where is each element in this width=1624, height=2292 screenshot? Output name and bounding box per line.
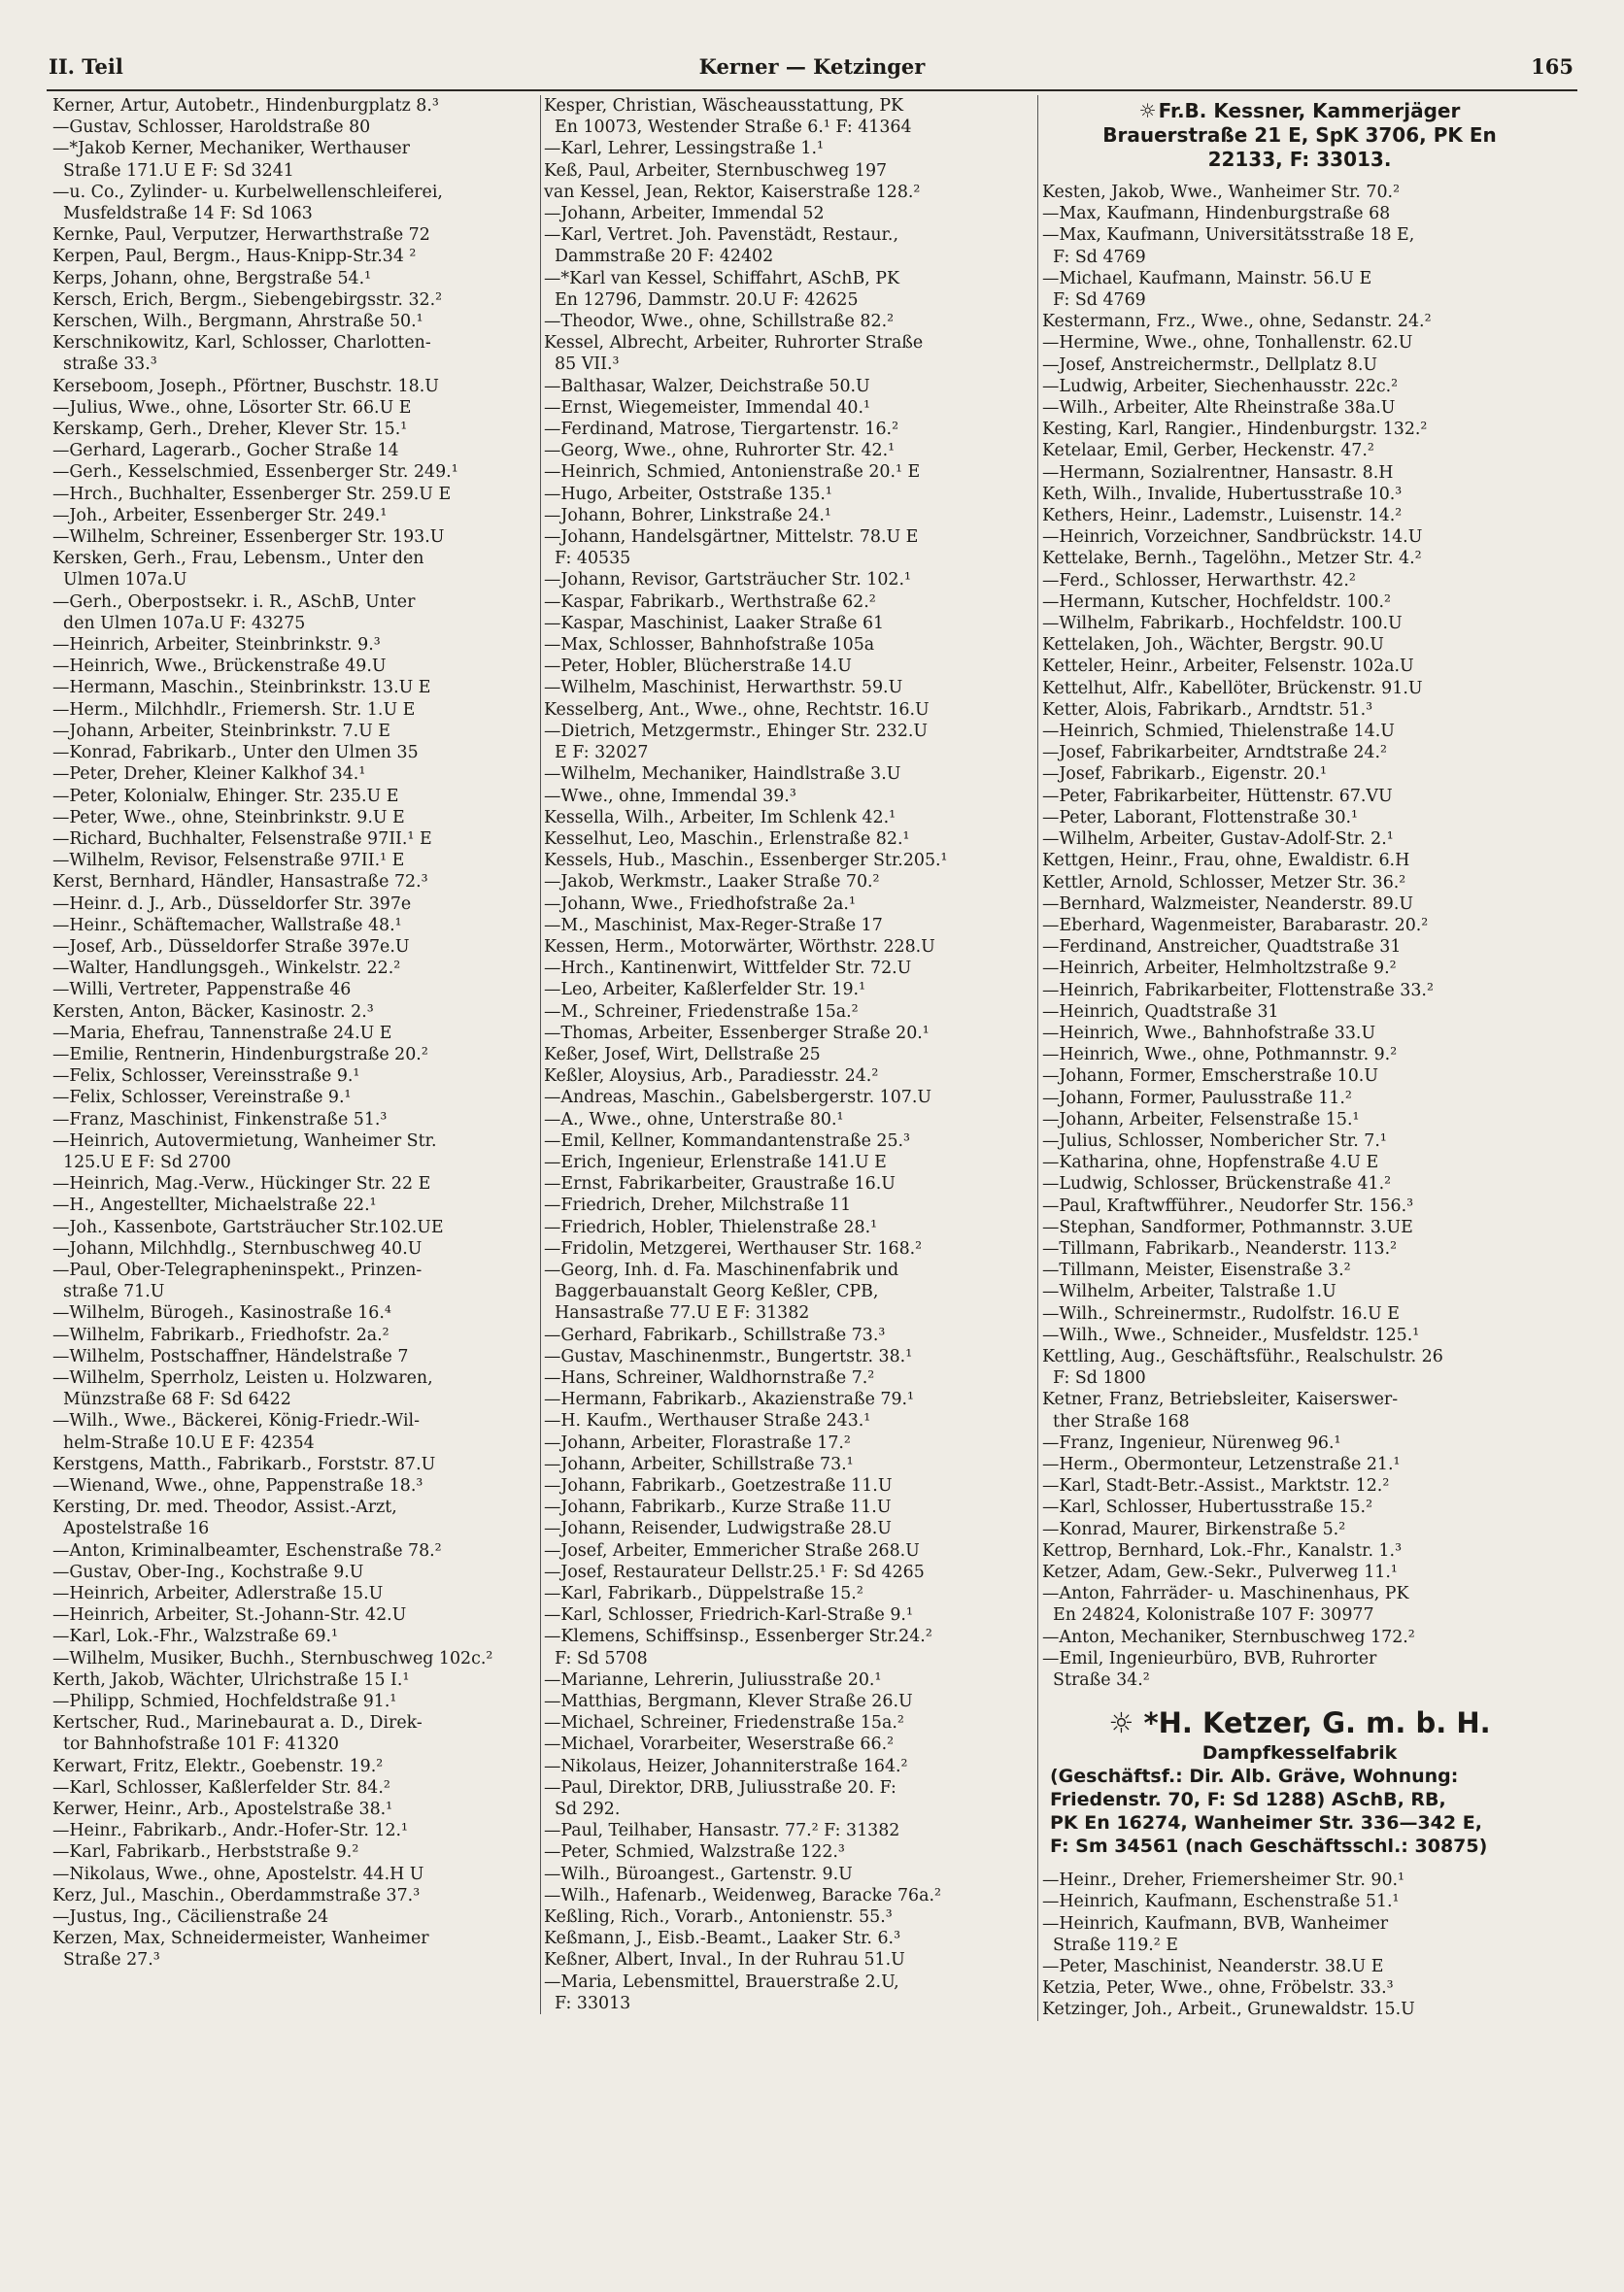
directory-entry: Kettgen, Heinr., Frau, ohne, Ewaldistr. 6.H xyxy=(1042,851,1410,871)
directory-entry: —Wilhelm, Postschaffner, Händelstraße 7 xyxy=(52,1346,409,1366)
directory-entry: Straße 27.³ xyxy=(52,1950,160,1971)
directory-entry: Kerwer, Heinr., Arb., Apostelstraße 38.¹ xyxy=(52,1800,393,1820)
directory-entry: —H., Angestellter, Michaelstraße 22.¹ xyxy=(52,1196,377,1216)
directory-entry: —Ferd., Schlosser, Herwarthstr. 42.² xyxy=(1042,570,1356,590)
directory-entry: —Michael, Kaufmann, Mainstr. 56.U E xyxy=(1042,268,1372,288)
directory-entry: —Johann, Arbeiter, Steinbrinkstr. 7.U E xyxy=(52,721,390,741)
directory-entry: —Karl, Lehrer, Lessingstraße 1.¹ xyxy=(544,139,824,159)
directory-entry: —Wilhelm, Fabrikarb., Friedhofstr. 2a.² xyxy=(52,1325,389,1345)
directory-entry: —Richard, Buchhalter, Felsenstraße 97II.¹ E xyxy=(52,828,432,849)
directory-entry: Kerps, Johann, ohne, Bergstraße 54.¹ xyxy=(52,268,372,288)
directory-entry: —Marianne, Lehrerin, Juliusstraße 20.¹ xyxy=(544,1669,882,1690)
directory-entry: —Emilie, Rentnerin, Hindenburgstraße 20.² xyxy=(52,1044,428,1064)
directory-entry: —Balthasar, Walzer, Deichstraße 50.U xyxy=(544,376,870,396)
directory-entry: Keßmann, J., Eisb.-Beamt., Laaker Str. 6.³ xyxy=(544,1929,901,1949)
directory-entry: —Heinrich, Vorzeichner, Sandbrückstr. 14.U xyxy=(1042,527,1423,548)
directory-entry: —Dietrich, Metzgermstr., Ehinger Str. 232.U xyxy=(544,721,929,741)
directory-entry: Hansastraße 77.U E F: 31382 xyxy=(544,1303,810,1324)
directory-entry: —Friedrich, Dreher, Milchstraße 11 xyxy=(544,1196,852,1216)
directory-entry: —Johann, Arbeiter, Felsenstraße 15.¹ xyxy=(1042,1109,1360,1129)
directory-entry: —Wilhelm, Bürogeh., Kasinostraße 16.⁴ xyxy=(52,1303,391,1324)
directory-entry: Kerst, Bernhard, Händler, Hansastraße 72.³ xyxy=(52,872,428,893)
directory-entry: Kerth, Jakob, Wächter, Ulrichstraße 15 I.¹ xyxy=(52,1669,410,1690)
directory-entry: Kersken, Gerh., Frau, Lebensm., Unter den xyxy=(52,549,424,569)
directory-entry: —Hermann, Sozialrentner, Hansastr. 8.H xyxy=(1042,462,1394,483)
directory-entry: Keßer, Josef, Wirt, Dellstraße 25 xyxy=(544,1044,821,1064)
directory-entry: —Wilh., Wwe., Schneider., Musfeldstr. 125.¹ xyxy=(1042,1325,1420,1345)
directory-entry: —Justus, Ing., Cäcilienstraße 24 xyxy=(52,1907,329,1928)
directory-entry: —Hugo, Arbeiter, Oststraße 135.¹ xyxy=(544,484,832,504)
ad-ketzer-line: PK En 16274, Wanheimer Str. 336—342 E, xyxy=(1050,1812,1482,1835)
directory-entry: —Klemens, Schiffsinsp., Essenberger Str.24.² xyxy=(544,1627,932,1647)
directory-entry: —Gerhard, Fabrikarb., Schillstraße 73.³ xyxy=(544,1325,886,1345)
directory-entry: —*Jakob Kerner, Mechaniker, Werthauser xyxy=(52,139,410,159)
directory-entry: —Herm., Milchhdlr., Friemersh. Str. 1.U E xyxy=(52,699,416,720)
directory-entry: —Johann, Arbeiter, Immendal 52 xyxy=(544,204,825,224)
directory-entry: Kertscher, Rud., Marinebaurat a. D., Direk- xyxy=(52,1713,423,1734)
directory-entry: —Thomas, Arbeiter, Essenberger Straße 20.¹ xyxy=(544,1023,930,1043)
directory-entry: —Peter, Wwe., ohne, Steinbrinkstr. 9.U E xyxy=(52,807,405,827)
directory-entry: F: Sd 4769 xyxy=(1042,290,1146,311)
directory-entry: —Peter, Laborant, Flottenstraße 30.¹ xyxy=(1042,807,1359,827)
directory-entry: Keß, Paul, Arbeiter, Sternbuschweg 197 xyxy=(544,160,888,181)
directory-entry: —Gerh., Oberpostsekr. i. R., ASchB, Unter xyxy=(52,591,416,612)
directory-entry: F: Sd 4769 xyxy=(1042,247,1146,267)
directory-entry: —A., Wwe., ohne, Unterstraße 80.¹ xyxy=(544,1109,844,1129)
directory-entry: tor Bahnhofstraße 101 F: 41320 xyxy=(52,1735,339,1755)
directory-entry: straße 33.³ xyxy=(52,354,157,375)
directory-entry: —Hrch., Buchhalter, Essenberger Str. 259.U E xyxy=(52,484,452,504)
directory-entry: —Karl, Fabrikarb., Düppelstraße 15.² xyxy=(544,1584,863,1604)
directory-entry: —Herm., Obermonteur, Letzenstraße 21.¹ xyxy=(1042,1454,1401,1474)
directory-entry: —Wilhelm, Musiker, Buchh., Sternbuschweg 102c.² xyxy=(52,1648,493,1668)
directory-entry: Ketzia, Peter, Wwe., ohne, Fröbelstr. 33.³ xyxy=(1042,1978,1394,1999)
directory-entry: —Hermann, Fabrikarb., Akazienstraße 79.¹ xyxy=(544,1390,915,1410)
directory-entry: —Anton, Fahrräder- u. Maschinenhaus, PK xyxy=(1042,1584,1409,1604)
directory-entry: Kernke, Paul, Verputzer, Herwarthstraße 72 xyxy=(52,225,430,246)
directory-entry: —Hermine, Wwe., ohne, Tonhallenstr. 62.U xyxy=(1042,333,1413,354)
directory-entry: —Max, Schlosser, Bahnhofstraße 105a xyxy=(544,635,875,656)
directory-entry: —Heinrich, Schmied, Antonienstraße 20.¹ E xyxy=(544,462,921,483)
ad-kessner-name: Fr.B. Kessner, Kammerjäger xyxy=(1158,99,1461,122)
directory-entry: —Julius, Wwe., ohne, Lösorter Str. 66.U E xyxy=(52,397,412,418)
directory-entry: —Wilhelm, Arbeiter, Gustav-Adolf-Str. 2.¹ xyxy=(1042,829,1394,850)
directory-entry: —M., Maschinist, Max-Reger-Straße 17 xyxy=(544,915,883,935)
directory-entry: —Wilhelm, Schreiner, Essenberger Str. 193.U xyxy=(52,527,445,548)
directory-entry: straße 71.U xyxy=(52,1282,165,1302)
directory-entry: F: Sd 5708 xyxy=(544,1648,648,1668)
directory-entry: —Josef, Fabrikarbeiter, Arndtstraße 24.² xyxy=(1042,743,1387,763)
directory-entry: —Nikolaus, Heizer, Johanniterstraße 164.² xyxy=(544,1756,908,1776)
directory-entry: —Walter, Handlungsgeh., Winkelstr. 22.² xyxy=(52,959,401,979)
directory-entry: Kesper, Christian, Wäscheausstattung, PK xyxy=(544,96,904,116)
directory-entry: Kesselhut, Leo, Maschin., Erlenstraße 82.¹ xyxy=(544,828,910,849)
directory-entry: Kersting, Dr. med. Theodor, Assist.-Arzt, xyxy=(52,1498,397,1518)
directory-entry: —Bernhard, Walzmeister, Neanderstr. 89.U xyxy=(1042,893,1414,914)
directory-entry: —Johann, Revisor, Gartsträucher Str. 102.¹ xyxy=(544,570,911,590)
directory-entry: —Nikolaus, Wwe., ohne, Apostelstr. 44.H U xyxy=(52,1864,424,1884)
directory-entry: —Julius, Schlosser, Nombericher Str. 7.¹ xyxy=(1042,1130,1387,1151)
directory-entry: —Wilhelm, Sperrholz, Leisten u. Holzwaren, xyxy=(52,1367,433,1388)
page-number: 165 xyxy=(1531,54,1573,79)
running-title: Kerner — Ketzinger xyxy=(698,54,926,79)
directory-entry: Ketelaar, Emil, Gerber, Heckenstr. 47.² xyxy=(1042,441,1374,461)
directory-entry: —Joh., Kassenbote, Gartsträucher Str.102.UE xyxy=(52,1217,444,1237)
directory-entry: —Michael, Schreiner, Friedenstraße 15a.² xyxy=(544,1713,904,1734)
directory-entry: —Heinrich, Kaufmann, Eschenstraße 51.¹ xyxy=(1042,1892,1400,1912)
directory-entry: Kethers, Heinr., Lademstr., Luisenstr. 14.² xyxy=(1042,506,1403,526)
directory-entry: —Tillmann, Fabrikarb., Neanderstr. 113.² xyxy=(1042,1238,1398,1259)
directory-entry: —Gerhard, Lagerarb., Gocher Straße 14 xyxy=(52,441,399,461)
directory-entry: —Heinrich, Schmied, Thielenstraße 14.U xyxy=(1042,722,1395,742)
directory-entry: —Heinrich, Autovermietung, Wanheimer Str. xyxy=(52,1130,437,1151)
directory-entry: —Karl, Stadt-Betr.-Assist., Marktstr. 12.² xyxy=(1042,1476,1390,1497)
directory-entry: —Heinrich, Wwe., Brückenstraße 49.U xyxy=(52,657,387,677)
directory-entry: den Ulmen 107a.U F: 43275 xyxy=(52,613,306,633)
directory-entry: —Paul, Ober-Telegrapheninspekt., Prinzen- xyxy=(52,1260,423,1280)
gear-logo-icon: ☼ xyxy=(1108,1706,1134,1740)
directory-entry: Straße 171.U E F: Sd 3241 xyxy=(52,160,294,181)
section-label: II. Teil xyxy=(49,54,123,79)
directory-entry: —u. Co., Zylinder- u. Kurbelwellenschleiferei, xyxy=(52,182,443,202)
directory-entry: Kerz, Jul., Maschin., Oberdammstraße 37.³ xyxy=(52,1885,421,1905)
directory-entry: —Heinrich, Mag.-Verw., Hückinger Str. 22 E xyxy=(52,1174,431,1195)
directory-entry: —Karl, Fabrikarb., Herbststraße 9.² xyxy=(52,1842,359,1863)
directory-entry: Kessella, Wilh., Arbeiter, Im Schlenk 42.¹ xyxy=(544,807,897,827)
directory-entry: —Johann, Fabrikarb., Goetzestraße 11.U xyxy=(544,1476,893,1496)
directory-entry: —Franz, Ingenieur, Nürenweg 96.¹ xyxy=(1042,1432,1341,1453)
ad-ketzer-line: Friedenstr. 70, F: Sd 1288) ASchB, RB, xyxy=(1050,1789,1446,1811)
directory-entry: —Georg, Wwe., ohne, Ruhrorter Str. 42.¹ xyxy=(544,441,896,461)
directory-entry: En 10073, Westender Straße 6.¹ F: 41364 xyxy=(544,118,912,138)
directory-entry: —Wilh., Hafenarb., Weidenweg, Baracke 76a.² xyxy=(544,1885,941,1905)
directory-entry: —Johann, Fabrikarb., Kurze Straße 11.U xyxy=(544,1498,892,1518)
column-right-entries-top xyxy=(1042,182,1557,1691)
directory-entry: —H. Kaufm., Werthauser Straße 243.¹ xyxy=(544,1411,871,1432)
directory-entry: —Maria, Ehefrau, Tannenstraße 24.U E xyxy=(52,1023,392,1043)
directory-entry: —Heinrich, Fabrikarbeiter, Flottenstraße 33.² xyxy=(1042,980,1434,1000)
directory-entry: —Wilh., Schreinermstr., Rudolfstr. 16.U E xyxy=(1042,1303,1400,1324)
directory-entry: Kerschen, Wilh., Bergmann, Ahrstraße 50.¹ xyxy=(52,312,423,332)
directory-entry: F: 40535 xyxy=(544,549,631,569)
directory-entry: —Johann, Milchhdlg., Sternbuschweg 40.U xyxy=(52,1238,423,1259)
directory-entry: —Heinr., Schäftemacher, Wallstraße 48.¹ xyxy=(52,915,402,935)
directory-entry: —Tillmann, Meister, Eisenstraße 3.² xyxy=(1042,1261,1351,1281)
directory-entry: —Paul, Direktor, DRB, Juliusstraße 20. F: xyxy=(544,1777,897,1798)
directory-entry: Ketner, Franz, Betriebsleiter, Kaiserswer- xyxy=(1042,1390,1399,1410)
directory-entry: —*Karl van Kessel, Schiffahrt, ASchB, PK xyxy=(544,268,899,288)
directory-entry: —Kaspar, Fabrikarb., Werthstraße 62.² xyxy=(544,591,876,612)
directory-entry: —Josef, Arbeiter, Emmericher Straße 268.U xyxy=(544,1540,920,1561)
directory-entry: Kerschnikowitz, Karl, Schlosser, Charlotten- xyxy=(52,333,431,354)
directory-entry: —Paul, Kraftwfführer., Neudorfer Str. 156.³ xyxy=(1042,1196,1414,1216)
directory-entry: Kerstgens, Matth., Fabrikarb., Forststr. 87.U xyxy=(52,1454,436,1474)
directory-entry: —Kaspar, Maschinist, Laaker Straße 61 xyxy=(544,613,885,633)
directory-entry: —Jakob, Werkmstr., Laaker Straße 70.² xyxy=(544,872,880,893)
directory-entry: En 24824, Kolonistraße 107 F: 30977 xyxy=(1042,1605,1374,1626)
directory-entry: Kessels, Hub., Maschin., Essenberger Str.205.¹ xyxy=(544,851,948,871)
directory-entry: —Gustav, Ober-Ing., Kochstraße 9.U xyxy=(52,1562,364,1582)
directory-entry: 85 VII.³ xyxy=(544,354,620,375)
column-middle xyxy=(540,95,1046,2014)
directory-entry: —Ferdinand, Matrose, Tiergartenstr. 16.² xyxy=(544,420,899,440)
column-right xyxy=(1037,95,1557,2021)
directory-entry: Kersten, Anton, Bäcker, Kasinostr. 2.³ xyxy=(52,1001,374,1022)
directory-entry: Kestermann, Frz., Wwe., ohne, Sedanstr. 24.² xyxy=(1042,312,1432,332)
directory-entry: Kesten, Jakob, Wwe., Wanheimer Str. 70.² xyxy=(1042,183,1401,202)
directory-entry: —Hermann, Kutscher, Hochfeldstr. 100.² xyxy=(1042,591,1391,612)
directory-entry: —Josef, Anstreichermstr., Dellplatz 8.U xyxy=(1042,354,1378,375)
directory-entry: —Gustav, Maschinenmstr., Bungertstr. 38.¹ xyxy=(544,1346,913,1366)
directory-entry: —Ludwig, Arbeiter, Siechenhausstr. 22c.² xyxy=(1042,376,1399,396)
ad-kessner-phone: 22133, F: 33013. xyxy=(1207,148,1392,171)
directory-entry: En 12796, Dammstr. 20.U F: 42625 xyxy=(544,289,859,310)
directory-entry: —Peter, Hobler, Blücherstraße 14.U xyxy=(544,657,852,677)
directory-entry: —Erich, Ingenieur, Erlenstraße 141.U E xyxy=(544,1152,887,1172)
directory-entry: Keßner, Albert, Inval., In der Ruhrau 51.U xyxy=(544,1950,905,1971)
directory-entry: Keßler, Aloysius, Arb., Paradiesstr. 24.² xyxy=(544,1066,879,1087)
advertisement-ketzer xyxy=(1042,1704,1557,1858)
directory-entry: helm-Straße 10.U E F: 42354 xyxy=(52,1432,315,1453)
directory-entry: 125.U E F: Sd 2700 xyxy=(52,1152,231,1172)
directory-entry: —Hrch., Kantinenwirt, Wittfelder Str. 72.U xyxy=(544,959,912,979)
directory-entry: —Konrad, Maurer, Birkenstraße 5.² xyxy=(1042,1519,1346,1539)
directory-entry: —Joh., Arbeiter, Essenberger Str. 249.¹ xyxy=(52,505,388,525)
directory-entry: —M., Schreiner, Friedenstraße 15a.² xyxy=(544,1001,859,1022)
directory-entry: —Wienand, Wwe., ohne, Pappenstraße 18.³ xyxy=(52,1476,423,1496)
column-right-entries-bottom xyxy=(1042,1870,1557,2020)
directory-entry: —Konrad, Fabrikarb., Unter den Ulmen 35 xyxy=(52,743,419,763)
directory-entry: Ketter, Alois, Fabrikarb., Arndtstr. 51.³ xyxy=(1042,699,1373,720)
directory-entry: —Wilhelm, Revisor, Felsenstraße 97II.¹ E xyxy=(52,851,405,871)
directory-entry: E F: 32027 xyxy=(544,743,649,763)
directory-entry: —Karl, Schlosser, Hubertusstraße 15.² xyxy=(1042,1498,1373,1518)
directory-entry: —Maria, Lebensmittel, Brauerstraße 2.U, xyxy=(544,1972,899,1992)
directory-entry: Ketzer, Adam, Gew.-Sekr., Pulverweg 11.¹ xyxy=(1042,1563,1398,1582)
directory-entry: —Johann, Former, Paulusstraße 11.² xyxy=(1042,1088,1352,1108)
directory-entry: —Heinr., Fabrikarb., Andr.-Hofer-Str. 12.¹ xyxy=(52,1821,409,1841)
directory-entry: —Eberhard, Wagenmeister, Barabarastr. 20.² xyxy=(1042,915,1429,935)
directory-entry: Kessen, Herm., Motorwärter, Wörthstr. 228.U xyxy=(544,936,935,957)
directory-entry: —Ludwig, Schlosser, Brückenstraße 41.² xyxy=(1042,1174,1392,1195)
directory-entry: —Willi, Vertreter, Pappenstraße 46 xyxy=(52,980,352,1000)
directory-entry: —Karl, Schlosser, Kaßlerfelder Str. 84.² xyxy=(52,1777,390,1798)
directory-entry: —Peter, Maschinist, Neanderstr. 38.U E xyxy=(1042,1957,1384,1977)
directory-entry: Münzstraße 68 F: Sd 6422 xyxy=(52,1390,291,1410)
directory-entry: ther Straße 168 xyxy=(1042,1411,1190,1432)
directory-entry: Kerwart, Fritz, Elektr., Goebenstr. 19.² xyxy=(52,1756,384,1776)
sun-logo-icon: ☼ xyxy=(1138,99,1157,122)
directory-entry: Kerpen, Paul, Bergm., Haus-Knipp-Str.34 ² xyxy=(52,247,417,267)
directory-entry: —Emil, Ingenieurbüro, BVB, Ruhrorter xyxy=(1042,1648,1377,1668)
ad-kessner-address: Brauerstraße 21 E, SpK 3706, PK En xyxy=(1102,123,1497,147)
directory-entry: —Peter, Schmied, Walzstraße 122.³ xyxy=(544,1842,845,1863)
advertisement-kessner xyxy=(1042,99,1557,172)
directory-entry: —Stephan, Sandformer, Pothmannstr. 3.UE xyxy=(1042,1217,1413,1237)
directory-entry: —Michael, Vorarbeiter, Weserstraße 66.² xyxy=(544,1735,895,1755)
directory-entry: —Theodor, Wwe., ohne, Schillstraße 82.² xyxy=(544,312,895,332)
ad-ketzer-body xyxy=(1042,1765,1557,1858)
directory-entry: —Johann, Bohrer, Linkstraße 24.¹ xyxy=(544,505,831,525)
directory-entry: Keth, Wilh., Invalide, Hubertusstraße 10.³ xyxy=(1042,484,1403,504)
ad-ketzer-title: *H. Ketzer, G. m. b. H. xyxy=(1143,1706,1491,1740)
directory-entry: —Wwe., ohne, Immendal 39.³ xyxy=(544,786,796,806)
directory-entry: —Matthias, Bergmann, Klever Straße 26.U xyxy=(544,1692,913,1712)
directory-entry: —Anton, Kriminalbeamter, Eschenstraße 78.² xyxy=(52,1540,442,1561)
directory-entry: —Johann, Former, Emscherstraße 10.U xyxy=(1042,1066,1378,1087)
directory-entry: —Josef, Arb., Düsseldorfer Straße 397e.U xyxy=(52,936,410,957)
directory-entry: —Peter, Kolonialw, Ehinger. Str. 235.U E xyxy=(52,786,399,806)
directory-entry: —Max, Kaufmann, Universitätsstraße 18 E, xyxy=(1042,225,1415,246)
directory-entry: Kettler, Arnold, Schlosser, Metzer Str. 36.² xyxy=(1042,872,1406,893)
directory-entry: —Paul, Teilhaber, Hansastr. 77.² F: 31382 xyxy=(544,1821,900,1841)
directory-entry: —Johann, Handelsgärtner, Mittelstr. 78.U E xyxy=(544,527,919,548)
directory-entry: —Hans, Schreiner, Waldhornstraße 7.² xyxy=(544,1367,875,1388)
directory-entry: Apostelstraße 16 xyxy=(52,1519,210,1539)
directory-entry: Ketzinger, Joh., Arbeit., Grunewaldstr. 15.U xyxy=(1042,2000,1415,2020)
page-header xyxy=(47,51,1577,91)
directory-entry: Kettelaken, Joh., Wächter, Bergstr. 90.U xyxy=(1042,635,1384,656)
directory-entry: —Gerh., Kesselschmied, Essenberger Str. 249.¹ xyxy=(52,462,458,483)
directory-entry: —Georg, Inh. d. Fa. Maschinenfabrik und xyxy=(544,1260,899,1280)
directory-entry: —Heinrich, Wwe., Bahnhofstraße 33.U xyxy=(1042,1023,1376,1043)
directory-entry: —Fridolin, Metzgerei, Werthauser Str. 168.² xyxy=(544,1238,923,1259)
directory-entry: Straße 119.² E xyxy=(1042,1935,1178,1955)
directory-entry: —Josef, Fabrikarb., Eigenstr. 20.¹ xyxy=(1042,764,1327,785)
directory-entry: —Wilhelm, Arbeiter, Talstraße 1.U xyxy=(1042,1282,1336,1302)
directory-entry: F: Sd 1800 xyxy=(1042,1368,1146,1389)
directory-entry: —Heinrich, Kaufmann, BVB, Wanheimer xyxy=(1042,1913,1389,1934)
directory-entry: —Gustav, Schlosser, Haroldstraße 80 xyxy=(52,118,371,138)
directory-entry: Dammstraße 20 F: 42402 xyxy=(544,247,774,267)
directory-entry: Kerseboom, Joseph., Pförtner, Buschstr. 18.U xyxy=(52,376,439,396)
directory-entry: —Ernst, Fabrikarbeiter, Graustraße 16.U xyxy=(544,1174,896,1195)
directory-entry: Baggerbauanstalt Georg Keßler, CPB, xyxy=(544,1282,879,1302)
directory-entry: Kerskamp, Gerh., Dreher, Klever Str. 15.¹ xyxy=(52,420,408,440)
directory-entry: —Emil, Kellner, Kommandantenstraße 25.³ xyxy=(544,1130,911,1151)
directory-entry: —Max, Kaufmann, Hindenburgstraße 68 xyxy=(1042,204,1391,224)
directory-entry: —Felix, Schlosser, Vereinsstraße 9.¹ xyxy=(52,1066,360,1087)
directory-entry: —Hermann, Maschin., Steinbrinkstr. 13.U E xyxy=(52,678,431,698)
directory-entry: —Johann, Wwe., Friedhofstraße 2a.¹ xyxy=(544,893,856,914)
directory-entry: —Heinrich, Arbeiter, Adlerstraße 15.U xyxy=(52,1584,384,1604)
directory-entry: —Heinr., Dreher, Friemersheimer Str. 90.¹ xyxy=(1042,1871,1405,1891)
directory-entry: —Wilh., Wwe., Bäckerei, König-Friedr.-Wil- xyxy=(52,1411,420,1432)
directory-entry: —Ernst, Wiegemeister, Immendal 40.¹ xyxy=(544,397,870,418)
directory-entry: —Wilh., Büroangest., Gartenstr. 9.U xyxy=(544,1864,853,1884)
directory-entry: —Heinr. d. J., Arb., Düsseldorfer Str. 397e xyxy=(52,893,412,914)
directory-entry: —Heinrich, Arbeiter, Steinbrinkstr. 9.³ xyxy=(52,635,381,656)
directory-entry: —Friedrich, Hobler, Thielenstraße 28.¹ xyxy=(544,1217,878,1237)
directory-entry: —Wilhelm, Mechaniker, Haindlstraße 3.U xyxy=(544,764,901,785)
directory-entry: —Anton, Mechaniker, Sternbuschweg 172.² xyxy=(1042,1627,1415,1647)
directory-entry: Kettelake, Bernh., Tagelöhn., Metzer Str. 4.² xyxy=(1042,549,1422,569)
ad-ketzer-subtitle: Dampfkesselfabrik xyxy=(1201,1742,1398,1765)
directory-entry: —Wilhelm, Fabrikarb., Hochfeldstr. 100.U xyxy=(1042,614,1403,634)
directory-entry: Ulmen 107a.U xyxy=(52,570,187,590)
directory-entry: —Andreas, Maschin., Gabelsbergerstr. 107.U xyxy=(544,1088,932,1108)
directory-entry: —Peter, Fabrikarbeiter, Hüttenstr. 67.VU xyxy=(1042,786,1393,806)
directory-entry: —Johann, Arbeiter, Schillstraße 73.¹ xyxy=(544,1454,854,1474)
directory-entry: Kesselberg, Ant., Wwe., ohne, Rechtstr. 16.U xyxy=(544,699,930,720)
directory-entry: Kerner, Artur, Autobetr., Hindenburgplatz 8.³ xyxy=(52,96,439,116)
directory-entry: —Franz, Maschinist, Finkenstraße 51.³ xyxy=(52,1109,388,1129)
directory-entry: —Johann, Reisender, Ludwigstraße 28.U xyxy=(544,1519,892,1539)
directory-entry: Ketteler, Heinr., Arbeiter, Felsenstr. 102a.U xyxy=(1042,657,1414,677)
directory-entry: —Peter, Dreher, Kleiner Kalkhof 34.¹ xyxy=(52,764,366,785)
directory-entry: Sd 292. xyxy=(544,1800,621,1820)
directory-entry: —Heinrich, Wwe., ohne, Pothmannstr. 9.² xyxy=(1042,1045,1398,1065)
directory-entry: —Wilhelm, Maschinist, Herwarthstr. 59.U xyxy=(544,678,903,698)
directory-entry: —Felix, Schlosser, Vereinstraße 9.¹ xyxy=(52,1088,352,1108)
directory-entry: —Heinrich, Quadtstraße 31 xyxy=(1042,1001,1279,1022)
directory-entry: —Heinrich, Arbeiter, St.-Johann-Str. 42.U xyxy=(52,1605,407,1626)
directory-entry: Kettrop, Bernhard, Lok.-Fhr., Kanalstr. 1.³ xyxy=(1042,1540,1403,1561)
directory-entry: —Leo, Arbeiter, Kaßlerfelder Str. 19.¹ xyxy=(544,980,866,1000)
directory-entry: —Wilh., Arbeiter, Alte Rheinstraße 38a.U xyxy=(1042,398,1396,419)
directory-entry: Kesting, Karl, Rangier., Hindenburgstr. 132.² xyxy=(1042,420,1428,440)
directory-entry: Musfeldstraße 14 F: Sd 1063 xyxy=(52,204,313,224)
directory-entry: Straße 34.² xyxy=(1042,1670,1150,1691)
directory-entry: —Josef, Restaurateur Dellstr.25.¹ F: Sd 4265 xyxy=(544,1562,925,1582)
directory-entry: Kettelhut, Alfr., Kabellöter, Brückenstr. 91.U xyxy=(1042,678,1423,698)
directory-entry: Keßling, Rich., Vorarb., Antonienstr. 55.³ xyxy=(544,1907,893,1928)
directory-entry: —Karl, Schlosser, Friedrich-Karl-Straße 9.¹ xyxy=(544,1605,913,1626)
directory-entry: Kessel, Albrecht, Arbeiter, Ruhrorter Straße xyxy=(544,333,924,354)
directory-entry: Kerzen, Max, Schneidermeister, Wanheimer xyxy=(52,1929,429,1949)
ad-ketzer-line: F: Sm 34561 (nach Geschäftsschl.: 30875) xyxy=(1050,1836,1488,1858)
directory-entry: van Kessel, Jean, Rektor, Kaiserstraße 128.² xyxy=(544,182,921,202)
directory-entry: —Philipp, Schmied, Hochfeldstraße 91.¹ xyxy=(52,1692,397,1712)
directory-entry: —Karl, Lok.-Fhr., Walzstraße 69.¹ xyxy=(52,1627,339,1647)
directory-entry: —Heinrich, Arbeiter, Helmholtzstraße 9.² xyxy=(1042,959,1397,979)
directory-entry: —Ferdinand, Anstreicher, Quadtstraße 31 xyxy=(1042,937,1402,958)
ad-ketzer-line: (Geschäftsf.: Dir. Alb. Gräve, Wohnung: xyxy=(1050,1766,1459,1788)
directory-entry: F: 33013 xyxy=(544,1993,631,2013)
directory-entry: Kersch, Erich, Bergm., Siebengebirgsstr. 32.² xyxy=(52,289,443,310)
directory-entry: —Johann, Arbeiter, Florastraße 17.² xyxy=(544,1432,851,1453)
directory-entry: —Katharina, ohne, Hopfenstraße 4.U E xyxy=(1042,1153,1379,1173)
column-left xyxy=(52,95,558,1972)
directory-entry: Kettling, Aug., Geschäftsführ., Realschulstr. 26 xyxy=(1042,1346,1443,1366)
directory-entry: —Karl, Vertret. Joh. Pavenstädt, Restaur., xyxy=(544,225,898,246)
